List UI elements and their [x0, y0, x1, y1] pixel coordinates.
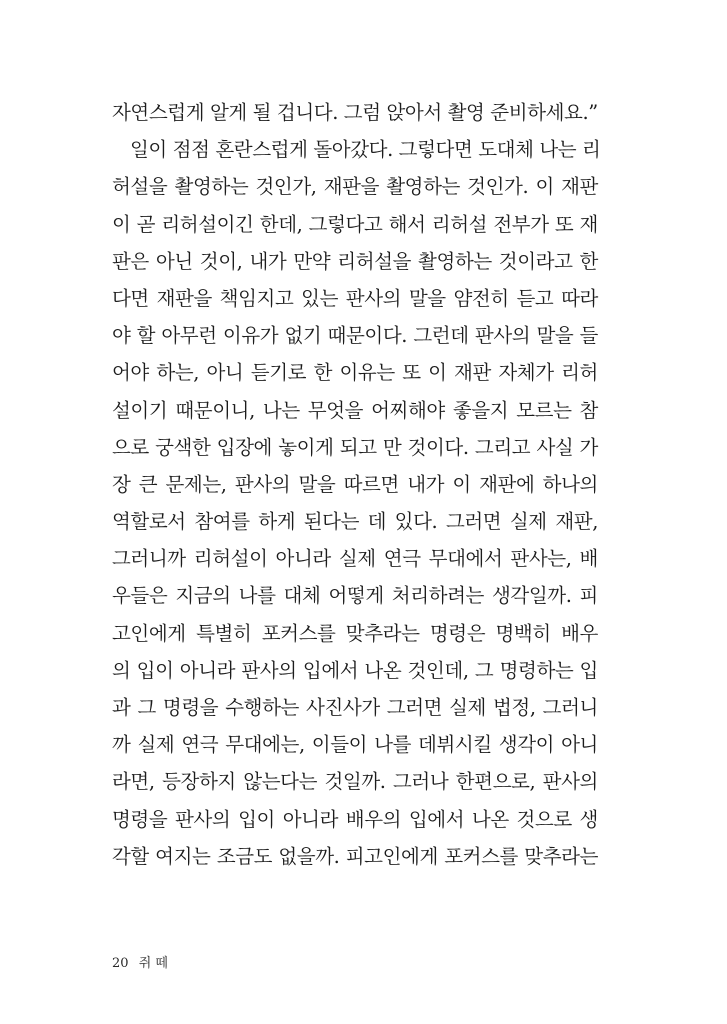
text-line: 판은 아닌 것이, 내가 만약 리허설을 촬영하는 것이라고 한	[112, 249, 598, 273]
text-line: 이 곧 리허설이긴 한데, 그렇다고 해서 리허설 전부가 또 재	[112, 212, 598, 236]
text-line: 설이기 때문이니, 나는 무엇을 어찌해야 좋을지 모르는 참	[112, 398, 598, 422]
page-footer	[112, 952, 168, 971]
text-line: 까 실제 연극 무대에는, 이들이 나를 데뷔시킬 생각이 아니	[112, 733, 598, 757]
text-line: 과 그 명령을 수행하는 사진사가 그러면 실제 법정, 그러니	[112, 696, 598, 719]
text-line: 명령을 판사의 입이 아니라 배우의 입에서 나온 것으로 생	[112, 807, 598, 831]
text-line: 일이 점점 혼란스럽게 돌아갔다. 그렇다면 도대체 나는 리	[130, 138, 601, 162]
text-line: 허설을 촬영하는 것인가, 재판을 촬영하는 것인가. 이 재판	[112, 175, 598, 199]
text-line: 라면, 등장하지 않는다는 것일까. 그러나 한편으로, 판사의	[112, 770, 598, 794]
text-line: 자연스럽게 알게 될 겁니다. 그럼 앉아서 촬영 준비하세요.”	[112, 101, 598, 124]
text-line: 으로 궁색한 입장에 놓이게 되고 만 것이다. 그리고 사실 가	[112, 435, 598, 459]
text-line: 장 큰 문제는, 판사의 말을 따르면 내가 이 재판에 하나의	[112, 472, 598, 496]
text-line: 각할 여지는 조금도 없을까. 피고인에게 포커스를 맞추라는	[112, 844, 598, 868]
text-line: 의 입이 아니라 판사의 입에서 나온 것인데, 그 명령하는 입	[112, 658, 598, 682]
text-line: 역할로서 참여를 하게 된다는 데 있다. 그러면 실제 재판,	[112, 510, 598, 534]
text-line: 야 할 아무런 이유가 없기 때문이다. 그런데 판사의 말을 들	[112, 324, 598, 348]
page-number: 20	[112, 956, 129, 971]
running-title: 쥐 떼	[138, 956, 168, 971]
text-line: 다면 재판을 책임지고 있는 판사의 말을 얌전히 듣고 따라	[112, 286, 598, 310]
text-line: 우들은 지금의 나를 대체 어떻게 처리하려는 생각일까. 피	[112, 584, 598, 608]
body-text	[112, 94, 601, 875]
text-line: 그러니까 리허설이 아니라 실제 연극 무대에서 판사는, 배	[112, 547, 598, 571]
text-line: 고인에게 특별히 포커스를 맞추라는 명령은 명백히 배우	[112, 621, 598, 645]
text-line: 어야 하는, 아니 듣기로 한 이유는 또 이 재판 자체가 리허	[112, 361, 598, 385]
